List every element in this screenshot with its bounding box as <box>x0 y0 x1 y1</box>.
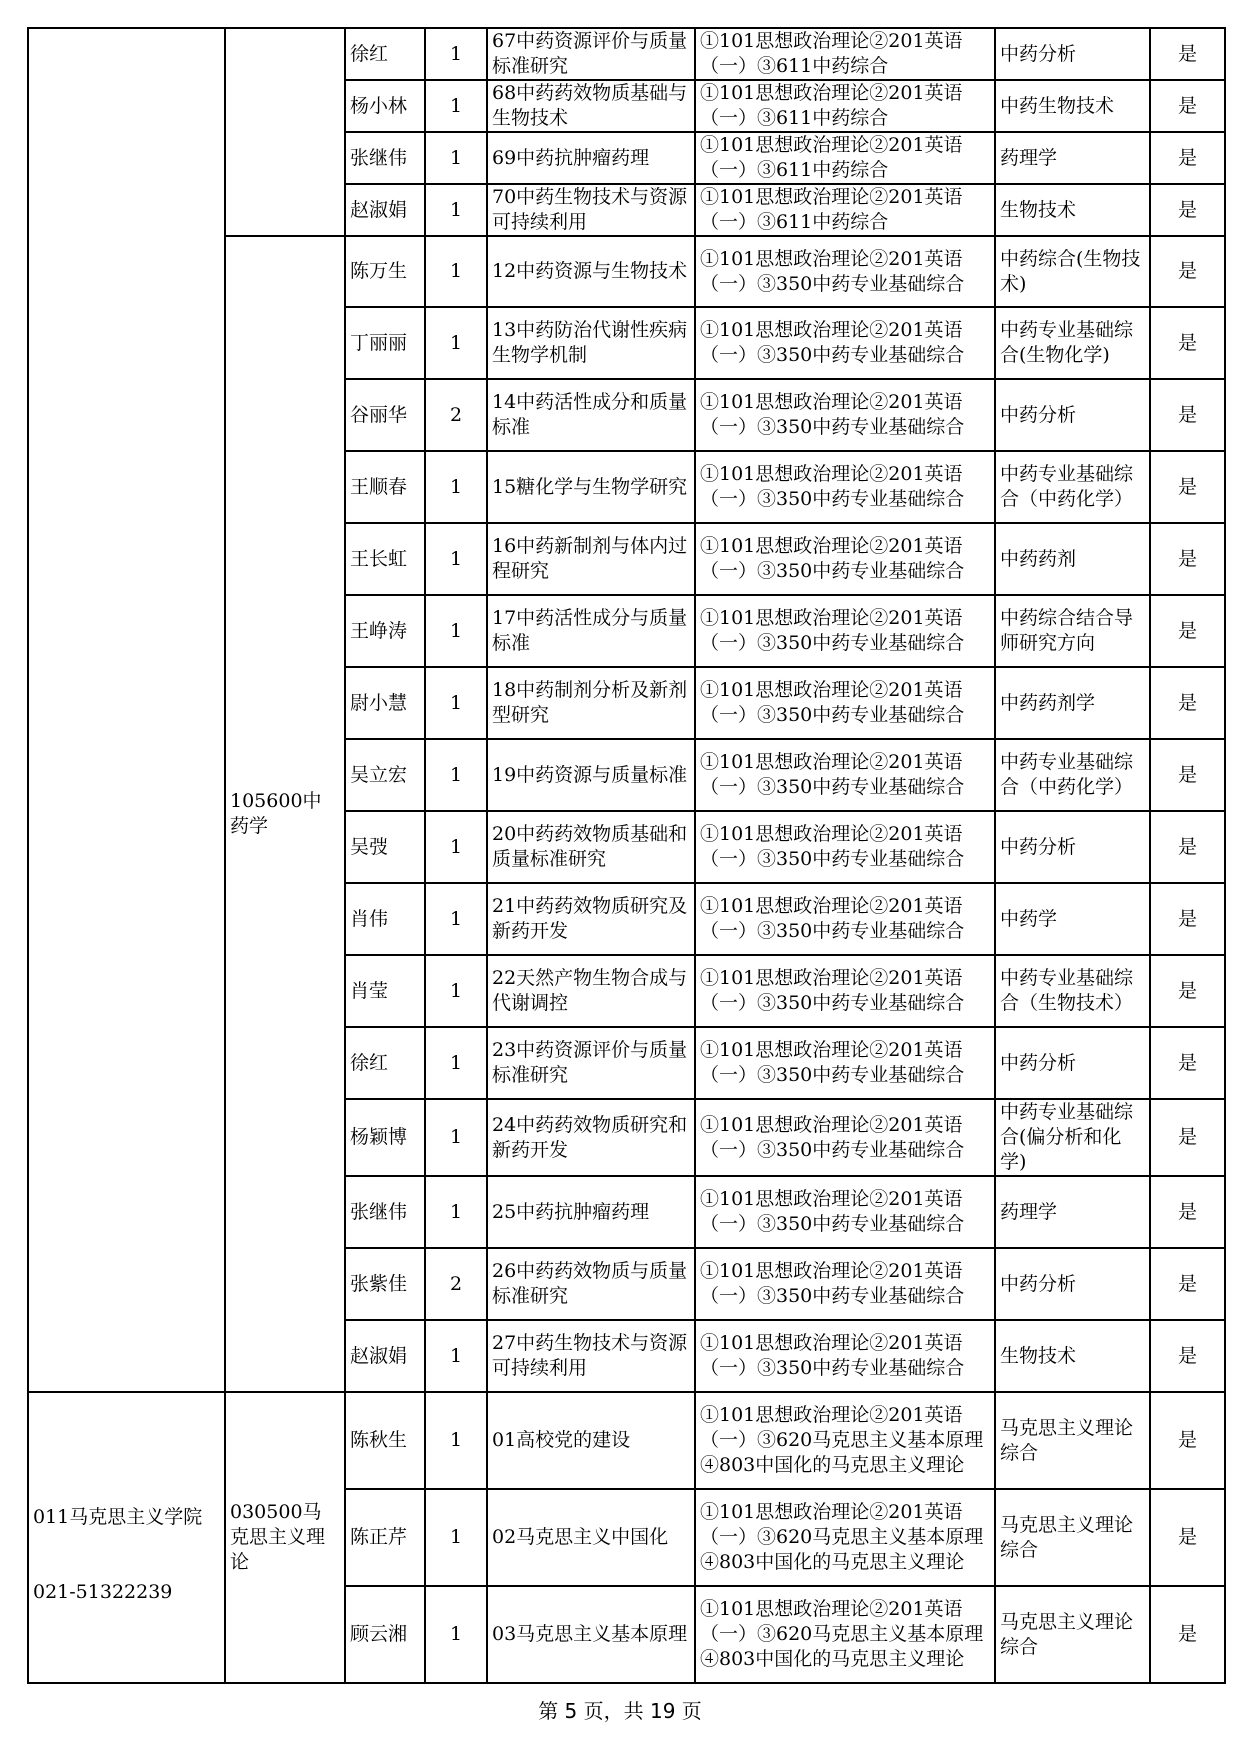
same-cell: 是 <box>1150 1099 1225 1176</box>
retest-cell: 中药专业基础综合（中药化学） <box>995 451 1150 523</box>
count-cell: 1 <box>425 1320 487 1392</box>
retest-cell: 中药专业基础综合（中药化学） <box>995 739 1150 811</box>
direction-cell: 18中药制剂分析及新剂型研究 <box>487 667 695 739</box>
direction-cell: 13中药防治代谢性疾病生物学机制 <box>487 307 695 379</box>
count-cell: 2 <box>425 379 487 451</box>
same-cell: 是 <box>1150 236 1225 307</box>
same-cell: 是 <box>1150 307 1225 379</box>
teacher-cell: 肖莹 <box>345 955 425 1027</box>
enrollment-table <box>27 27 1226 1684</box>
dept-phone: 021-51322239 <box>33 1580 173 1603</box>
retest-cell: 中药分析 <box>995 379 1150 451</box>
same-cell: 是 <box>1150 379 1225 451</box>
teacher-cell: 赵淑娟 <box>345 184 425 236</box>
count-cell: 1 <box>425 1489 487 1586</box>
exam-cell: ①101思想政治理论②201英语（一）③350中药专业基础综合 <box>695 1099 995 1176</box>
exam-cell: ①101思想政治理论②201英语（一）③611中药综合 <box>695 80 995 132</box>
same-cell: 是 <box>1150 1392 1225 1489</box>
retest-cell: 中药分析 <box>995 28 1150 80</box>
exam-cell: ①101思想政治理论②201英语（一）③611中药综合 <box>695 132 995 184</box>
teacher-cell: 赵淑娟 <box>345 1320 425 1392</box>
teacher-cell: 王峥涛 <box>345 595 425 667</box>
direction-cell: 22天然产物生物合成与代谢调控 <box>487 955 695 1027</box>
count-cell: 1 <box>425 523 487 595</box>
same-cell: 是 <box>1150 1248 1225 1320</box>
direction-cell: 17中药活性成分与质量标准 <box>487 595 695 667</box>
direction-cell: 03马克思主义基本原理 <box>487 1586 695 1683</box>
exam-cell: ①101思想政治理论②201英语（一）③350中药专业基础综合 <box>695 1320 995 1392</box>
teacher-cell: 杨小林 <box>345 80 425 132</box>
retest-cell: 中药药剂学 <box>995 667 1150 739</box>
retest-cell: 中药专业基础综合(偏分析和化学) <box>995 1099 1150 1176</box>
same-cell: 是 <box>1150 1586 1225 1683</box>
major-cell: 105600中药学 <box>225 236 345 1392</box>
exam-cell: ①101思想政治理论②201英语（一）③350中药专业基础综合 <box>695 307 995 379</box>
retest-cell: 中药学 <box>995 883 1150 955</box>
count-cell: 1 <box>425 811 487 883</box>
count-cell: 1 <box>425 667 487 739</box>
table-row <box>28 1392 1225 1489</box>
teacher-cell: 徐红 <box>345 1027 425 1099</box>
exam-cell: ①101思想政治理论②201英语（一）③350中药专业基础综合 <box>695 811 995 883</box>
retest-cell: 药理学 <box>995 1176 1150 1248</box>
same-cell: 是 <box>1150 1320 1225 1392</box>
direction-cell: 67中药资源评价与质量标准研究 <box>487 28 695 80</box>
table-row <box>28 28 1225 80</box>
count-cell: 1 <box>425 955 487 1027</box>
retest-cell: 中药分析 <box>995 1027 1150 1099</box>
teacher-cell: 徐红 <box>345 28 425 80</box>
teacher-cell: 陈正芹 <box>345 1489 425 1586</box>
retest-cell: 药理学 <box>995 132 1150 184</box>
same-cell: 是 <box>1150 667 1225 739</box>
teacher-cell: 陈万生 <box>345 236 425 307</box>
count-cell: 1 <box>425 80 487 132</box>
page-footer: 第 5 页，共 19 页 <box>538 1699 702 1723</box>
exam-cell: ①101思想政治理论②201英语（一）③350中药专业基础综合 <box>695 523 995 595</box>
count-cell: 1 <box>425 184 487 236</box>
retest-cell: 中药专业基础综合(生物化学) <box>995 307 1150 379</box>
teacher-cell: 王顺春 <box>345 451 425 523</box>
exam-cell: ①101思想政治理论②201英语（一）③620马克思主义基本原理④803中国化的马克思主义理论 <box>695 1489 995 1586</box>
count-cell: 1 <box>425 739 487 811</box>
dept-cell-empty <box>28 28 225 1392</box>
direction-cell: 02马克思主义中国化 <box>487 1489 695 1586</box>
retest-cell: 生物技术 <box>995 184 1150 236</box>
direction-cell: 12中药资源与生物技术 <box>487 236 695 307</box>
exam-cell: ①101思想政治理论②201英语（一）③350中药专业基础综合 <box>695 667 995 739</box>
retest-cell: 中药生物技术 <box>995 80 1150 132</box>
teacher-cell: 顾云湘 <box>345 1586 425 1683</box>
retest-cell: 马克思主义理论综合 <box>995 1392 1150 1489</box>
count-cell: 1 <box>425 307 487 379</box>
dept-cell <box>28 1392 225 1683</box>
count-cell: 1 <box>425 883 487 955</box>
exam-cell: ①101思想政治理论②201英语（一）③350中药专业基础综合 <box>695 595 995 667</box>
direction-cell: 25中药抗肿瘤药理 <box>487 1176 695 1248</box>
teacher-cell: 张紫佳 <box>345 1248 425 1320</box>
same-cell: 是 <box>1150 883 1225 955</box>
direction-cell: 27中药生物技术与资源可持续利用 <box>487 1320 695 1392</box>
teacher-cell: 张继伟 <box>345 132 425 184</box>
same-cell: 是 <box>1150 1027 1225 1099</box>
same-cell: 是 <box>1150 739 1225 811</box>
teacher-cell: 丁丽丽 <box>345 307 425 379</box>
count-cell: 1 <box>425 451 487 523</box>
count-cell: 1 <box>425 1392 487 1489</box>
count-cell: 1 <box>425 1176 487 1248</box>
direction-cell: 21中药药效物质研究及新药开发 <box>487 883 695 955</box>
direction-cell: 69中药抗肿瘤药理 <box>487 132 695 184</box>
exam-cell: ①101思想政治理论②201英语（一）③611中药综合 <box>695 28 995 80</box>
retest-cell: 生物技术 <box>995 1320 1150 1392</box>
direction-cell: 15糖化学与生物学研究 <box>487 451 695 523</box>
exam-cell: ①101思想政治理论②201英语（一）③350中药专业基础综合 <box>695 739 995 811</box>
direction-cell: 01高校党的建设 <box>487 1392 695 1489</box>
same-cell: 是 <box>1150 132 1225 184</box>
major-cell-empty <box>225 28 345 236</box>
same-cell: 是 <box>1150 451 1225 523</box>
dept-name: 011马克思主义学院 <box>33 1505 203 1528</box>
count-cell: 1 <box>425 236 487 307</box>
exam-cell: ①101思想政治理论②201英语（一）③620马克思主义基本原理④803中国化的马克思主义理论 <box>695 1392 995 1489</box>
retest-cell: 马克思主义理论综合 <box>995 1489 1150 1586</box>
count-cell: 1 <box>425 28 487 80</box>
retest-cell: 马克思主义理论综合 <box>995 1586 1150 1683</box>
same-cell: 是 <box>1150 523 1225 595</box>
count-cell: 1 <box>425 595 487 667</box>
same-cell: 是 <box>1150 811 1225 883</box>
direction-cell: 20中药药效物质基础和质量标准研究 <box>487 811 695 883</box>
direction-cell: 24中药药效物质研究和新药开发 <box>487 1099 695 1176</box>
retest-cell: 中药药剂 <box>995 523 1150 595</box>
exam-cell: ①101思想政治理论②201英语（一）③350中药专业基础综合 <box>695 379 995 451</box>
direction-cell: 68中药药效物质基础与生物技术 <box>487 80 695 132</box>
count-cell: 1 <box>425 1027 487 1099</box>
direction-cell: 26中药药效物质与质量标准研究 <box>487 1248 695 1320</box>
count-cell: 1 <box>425 1099 487 1176</box>
teacher-cell: 张继伟 <box>345 1176 425 1248</box>
teacher-cell: 王长虹 <box>345 523 425 595</box>
exam-cell: ①101思想政治理论②201英语（一）③350中药专业基础综合 <box>695 451 995 523</box>
same-cell: 是 <box>1150 1489 1225 1586</box>
same-cell: 是 <box>1150 595 1225 667</box>
same-cell: 是 <box>1150 184 1225 236</box>
retest-cell: 中药专业基础综合（生物技术） <box>995 955 1150 1027</box>
count-cell: 1 <box>425 132 487 184</box>
major-cell: 030500马克思主义理论 <box>225 1392 345 1683</box>
exam-cell: ①101思想政治理论②201英语（一）③350中药专业基础综合 <box>695 1176 995 1248</box>
direction-cell: 14中药活性成分和质量标准 <box>487 379 695 451</box>
retest-cell: 中药综合结合导师研究方向 <box>995 595 1150 667</box>
exam-cell: ①101思想政治理论②201英语（一）③350中药专业基础综合 <box>695 1248 995 1320</box>
exam-cell: ①101思想政治理论②201英语（一）③350中药专业基础综合 <box>695 883 995 955</box>
direction-cell: 70中药生物技术与资源可持续利用 <box>487 184 695 236</box>
direction-cell: 23中药资源评价与质量标准研究 <box>487 1027 695 1099</box>
teacher-cell: 尉小慧 <box>345 667 425 739</box>
exam-cell: ①101思想政治理论②201英语（一）③350中药专业基础综合 <box>695 955 995 1027</box>
teacher-cell: 肖伟 <box>345 883 425 955</box>
exam-cell: ①101思想政治理论②201英语（一）③611中药综合 <box>695 184 995 236</box>
exam-cell: ①101思想政治理论②201英语（一）③350中药专业基础综合 <box>695 1027 995 1099</box>
direction-cell: 19中药资源与质量标准 <box>487 739 695 811</box>
count-cell: 2 <box>425 1248 487 1320</box>
same-cell: 是 <box>1150 955 1225 1027</box>
teacher-cell: 谷丽华 <box>345 379 425 451</box>
retest-cell: 中药分析 <box>995 1248 1150 1320</box>
exam-cell: ①101思想政治理论②201英语（一）③620马克思主义基本原理④803中国化的马克思主义理论 <box>695 1586 995 1683</box>
same-cell: 是 <box>1150 80 1225 132</box>
retest-cell: 中药综合(生物技术) <box>995 236 1150 307</box>
teacher-cell: 吴立宏 <box>345 739 425 811</box>
count-cell: 1 <box>425 1586 487 1683</box>
same-cell: 是 <box>1150 28 1225 80</box>
direction-cell: 16中药新制剂与体内过程研究 <box>487 523 695 595</box>
teacher-cell: 杨颖博 <box>345 1099 425 1176</box>
teacher-cell: 陈秋生 <box>345 1392 425 1489</box>
exam-cell: ①101思想政治理论②201英语（一）③350中药专业基础综合 <box>695 236 995 307</box>
teacher-cell: 吴弢 <box>345 811 425 883</box>
retest-cell: 中药分析 <box>995 811 1150 883</box>
same-cell: 是 <box>1150 1176 1225 1248</box>
